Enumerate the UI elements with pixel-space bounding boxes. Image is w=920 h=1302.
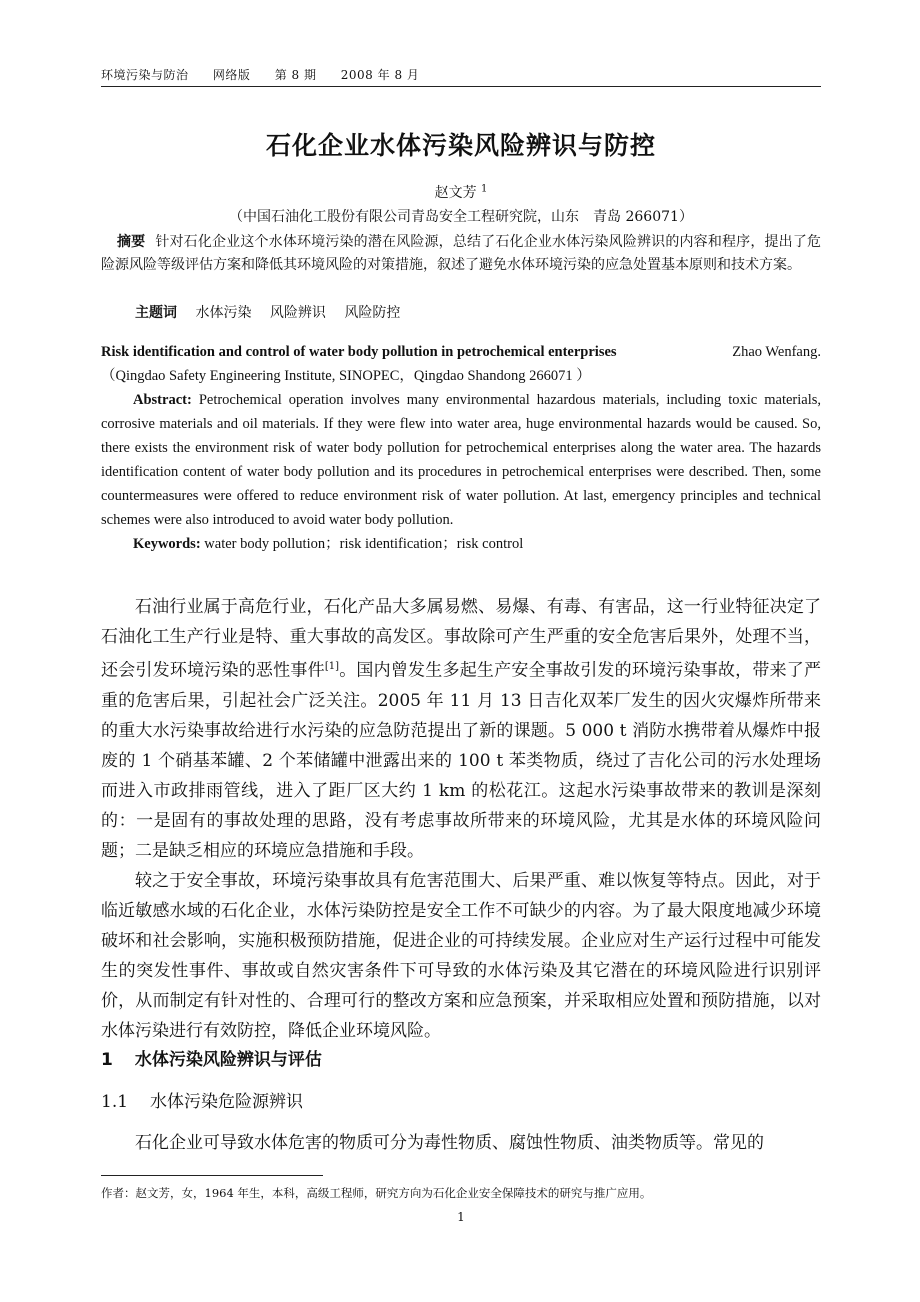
english-title: Risk identification and control of water body pollution in petrochemical enterprises [101,344,617,360]
english-author: Zhao Wenfang. [732,344,821,360]
page-number: 1 [457,1210,465,1224]
subsection-number: 1.1 [101,1092,129,1112]
journal-name: 环境污染与防治 [101,68,189,82]
keyword-cn: 风险防控 [344,305,401,321]
body-paragraph-1-part-b: 。国内曾发生多起生产安全事故引发的环境污染事故，带来了严重的危害后果，引起社会广泛关注。2005 年 11 月 13 日吉化双苯厂发生的因火灾爆炸所带来的重大水污染事故给进行水污染的应急防范提出了新的课题。5 000 t 消防水携带着从爆炸中报废的 1 个硝基苯罐、2 个苯储罐中泄露出来的 100 t 苯类物质，绕过了吉化公司的污水处理场而进入市政排雨管线，进入了距厂区大约 1 km 的松花江。这起水污染事故带来的教训是深刻的：一是固有的事故处理的思路，没有考虑事故所带来的环境风险，尤其是水体的环境风险问题；二是缺乏相应的环境应急措施和手段。 [101,660,822,861]
footnote: 作者：赵文芳，女，1964 年生，本科，高级工程师，研究方向为石化企业安全保障技术的研究与推广应用。 [101,1186,652,1200]
subsection-title: 水体污染危险源辨识 [150,1092,304,1112]
author-mark: 1 [481,183,488,195]
keywords-cn [135,302,414,322]
section-title: 水体污染风险辨识与评估 [134,1050,322,1070]
footnote-divider [101,1175,323,1176]
author-name: 赵文芳 [434,185,477,201]
english-title-line [101,340,821,364]
subsection-heading-1-1 [101,1087,303,1112]
english-keywords-text: water body pollution；risk identification；risk control [200,536,524,552]
abstract-cn [101,231,821,277]
english-affiliation: （Qingdao Safety Engineering Institute, SINOPEC，Qingdao Shandong 266071 ） [101,368,591,384]
body-paragraph-3: 石化企业可导致水体危害的物质可分为毒性物质、腐蚀性物质、油类物质等。常见的 [135,1133,764,1153]
english-abstract [101,388,821,532]
body-paragraph-1 [101,592,821,866]
journal-date: 2008 年 8 月 [340,68,420,82]
body-text [101,592,821,1046]
author-line [101,182,821,202]
paper-title: 石化企业水体污染风险辨识与防控 [265,131,656,160]
keyword-cn: 风险辨识 [269,305,326,321]
keyword-cn: 水体污染 [195,305,252,321]
keywords-cn-label: 主题词 [135,305,177,321]
abstract-cn-label: 摘要 [117,234,146,250]
abstract-cn-text: 针对石化企业这个水体环境污染的潜在风险源，总结了石化企业水体污染风险辨识的内容和程序，提出了危险源风险等级评估方案和降低其环境风险的对策措施，叙述了避免水体环境污染的应急处置基本原则和技术方案。 [101,234,822,273]
author-affiliation: （中国石油化工股份有限公司青岛安全工程研究院，山东 青岛 266071） [229,209,693,225]
english-abstract-block [101,340,821,556]
english-keywords [133,532,821,556]
section-number: 1 [101,1050,113,1070]
english-keywords-label: Keywords: [133,536,201,552]
citation-ref: [1] [324,661,339,672]
body-paragraph-1-part-a: 石油行业属于高危行业，石化产品大多属易燃、易爆、有毒、有害品，这一行业特征决定了石油化工生产行业是特、重大事故的高发区。事故除可产生严重的安全危害后果外，处理不当，还会引发环境污染的恶性事件 [101,597,821,681]
english-abstract-label: Abstract: [133,392,192,408]
section-heading-1 [101,1045,322,1070]
journal-issue: 第 8 期 [274,68,317,82]
running-header [101,66,821,83]
english-abstract-text: Petrochemical operation involves many environmental hazardous materials, including toxic materials, corrosive materials and oil materials. If they were flew into water area, huge environmental hazards would be caused. So, there exists the environment risk of water body pollution for petrochemical enterprises along the water area. The hazards identification content of water body pollution and its procedures in petrochemical enterprises were described. Then, some countermeasures were offered to reduce environment risk of water pollution. At last, emergency principles and technical schemes were also introduced to avoid water body pollution. [101,392,821,528]
journal-edition: 网络版 [212,68,251,82]
body-paragraph-2: 较之于安全事故，环境污染事故具有危害范围大、后果严重、难以恢复等特点。因此，对于临近敏感水域的石化企业，水体污染防控是安全工作不可缺少的内容。为了最大限度地减少环境破坏和社会影响，实施积极预防措施，促进企业的可持续发展。企业应对生产运行过程中可能发生的突发性事件、事故或自然灾害条件下可导致的水体污染及其它潜在的环境风险进行识别评价，从而制定有针对性的、合理可行的整改方案和应急预案，并采取相应处置和预防措施，以对水体污染进行有效防控，降低企业环境风险。 [101,870,821,1041]
header-divider [101,86,821,87]
